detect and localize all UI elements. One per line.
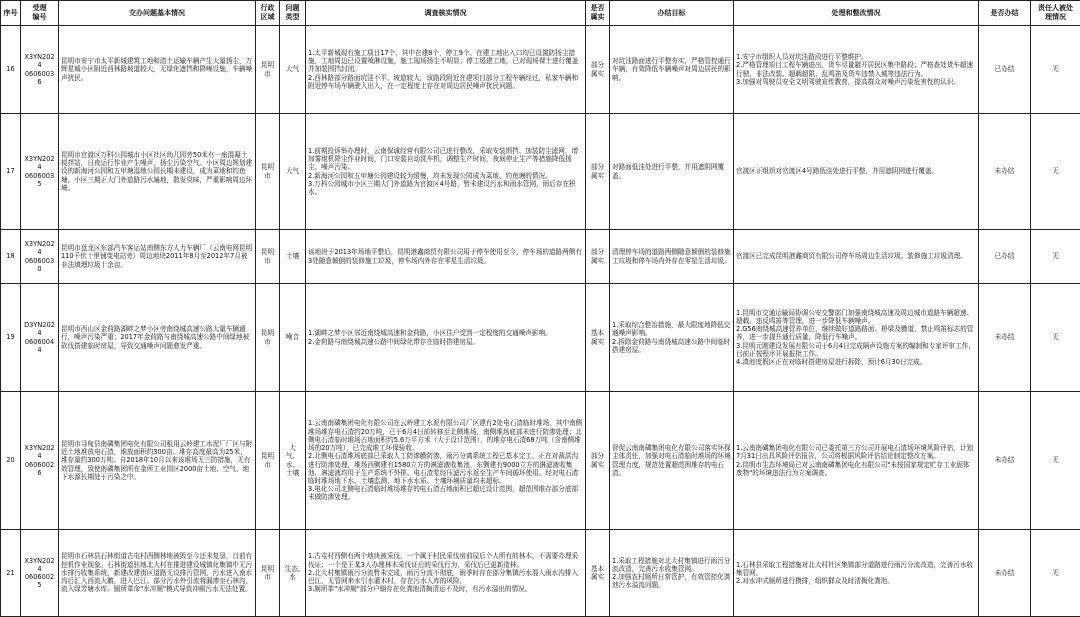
cell-district: 昆明 市	[256, 392, 280, 530]
cell-investigation: 1.前期投诉举办理时，云南保诚经营有限公司已进行整改，采取安装围挡、加装防尘滤网，增加雾炮机降尘作业时间，门口安装自动洗车机，调整生产时间，夜间停止生产等措施降低扬尘、噪声污染。 2.新海河公园和五甲塘公园建设较为缓慢，均未发现公园成为菜地、钓鱼塘的情况。 3.万科公园城市小区三期大门外道路为官渡区4号路，暂未建设污水和雨水管网，雨后存在积水。	[306, 114, 586, 230]
cell-district: 昆明 市	[256, 114, 280, 230]
cell-goal: 1.采取工程措施对北大村集镇进行雨污分流改造，完善污水收集管网。 2.加强农村厕所日常管护，有效管控化粪池污水溢流问题。	[610, 530, 734, 617]
cell-investigation: 该地块于2013年场地平整后，昆明港鑫商贸有限公司用于停车使用至今，停车场的道路两侧有3处随意倾倒的装修施工垃圾，停车场内外存在零星生活垃圾。	[306, 230, 586, 284]
cell-seq: 16	[1, 26, 21, 114]
cell-verified: 基本 属实	[586, 530, 610, 617]
cell-verified: 基本 属实	[586, 284, 610, 392]
cell-code: X3YN2024 06060036	[21, 26, 59, 114]
cell-code: X3YN2024 06060030	[21, 230, 59, 284]
cell-goal: 清理停车场的道路两侧随意倾倒的装修施工垃圾和停车场内外存在零星生活垃圾。	[610, 230, 734, 284]
cell-verified: 部分 属实	[586, 114, 610, 230]
cell-seq: 20	[1, 392, 21, 530]
cell-code: X3YN2024 06060026	[21, 392, 59, 530]
cell-type: 大气	[280, 26, 306, 114]
cell-type: 噪音	[280, 284, 306, 392]
cell-type: 土壤	[280, 230, 306, 284]
cell-issue: 昆明市石林县石林街道古屯村西侧林地被毁至今还未复垦，目前有挖机作业现象。石林街道驻地北大村在推进建设城镇化集镇中无污水排污收集系统，新建改建街区道路无设排污管网，污水进入南水沟后汇入西流大鹅，进入巴江。部分污水外引流将漏渗至石林沟，流入绿芳塘水库。厕所革命"水冲厕"模式导致冲厕污水无法处置。	[59, 530, 256, 617]
cell-district: 昆明 市	[256, 230, 280, 284]
header-verified: 是否 属实	[586, 1, 610, 26]
table-row	[1, 114, 1080, 230]
cell-verified: 部分 属实	[586, 392, 610, 530]
cell-verified: 部分 属实	[586, 26, 610, 114]
cell-accountability: 无	[1031, 26, 1080, 114]
cell-investigation: 1.古屯村西侧有两个地块被采伐，一个属于村民采伐房前屋后个人所有的林木，不需要办理采伐证；一个是王某3人办理林木采伐证后的采伐行为，采伐后已更新造林。 2.北大村集镇雨污分流暂未完成，雨污分流不彻底，雨季时存在部分集镇污水混入雨水沟排入巴江，无管网来水引水灌木村，存在污水入库的风险。 3.厕所革"水冲厕"部分户厕存在化粪池清掏清运不及时，有污水溢出的情况。	[306, 530, 586, 617]
header-district: 行政 区域	[256, 1, 280, 26]
cell-seq: 18	[1, 230, 21, 284]
cell-investigation: 1.太平新城现有施工项目17个，其中在建8个，停工9个。在建工地出入口均已设置防扬尘措施，工地周边已设置喷淋设施，施工现场扬尘不明显；停工缓建工地，已对现场裸土进行覆盖并加装围挡封闭。 2.西林路部分路面坑洼不平、坡道较大，该路段附近在建项目部分工程车辆经过，私家车辆和附近停车场车辆驶入出入，在一定程度上存在对周边居民噪声扰民问题。	[306, 26, 586, 114]
cell-code: X3YN2024 06060035	[21, 114, 59, 230]
cell-investigation: 1.云南南磷集团电化有限公司在云岭建工水泥有限公司厂区建有2处电石渣临时堆场，其中南侧堆场堆存电石渣约20万吨，已于6月4日前转移至北侧堆场，南侧堆场底部未进行防渗处理；北侧电石渣临时堆场占地面积约5.6万平方米（大于设计范围），的堆存电石渣68万吨（含南侧堆场的20万吨），已完成堆工环保验收。 2.北侧电石渣堆场底部已采取人工防渗膜防渗，雨污分离系统工程已基本完工，正在对裁洪沟进行防渗处理，堆场西侧建有1580立方的淋滤液收集池，东侧建有9000立方的淋滤液收集池，淋滤液均用于生产系统不外排。电石渣浆经压滤污水返至生产车间循环使用。经对电石渣临时堆场地下水、土壤监测，地下水水质、土壤环境质量均未超标。 3.电化公司北侧电石渣临时堆场堆存的电石渣占地面积已超过设计范围，超范围堆存部分底部未做防渗处理。	[306, 392, 586, 530]
cell-rectification: 1.安宁市组织人员对坑洼路段进行平整维护。 2.严格管理项目工程车辆进出，货车尽量避开居民区集中路段；严格查处货车超速行驶、非法改装、超载超限、乱鸣笛及货车违禁入城等违法行为。 3.加强对驾驶员安全文明驾驶宣传教育，提高群众对噪声污染危害性的认识。	[734, 26, 979, 114]
cell-verified: 部分 属实	[586, 230, 610, 284]
cell-issue: 昆明市西山区金荷路湖畔之梦小区旁南绕城高速公路大量车辆通行，噪声污染严重；2017年金荷路与南绕城高速公路中间绿地被砍伐搭建临时房屋，导致交通噪声问题愈发严重。	[59, 284, 256, 392]
cell-goal: 对路面低洼处进行平整，并用遮阴网覆盖。	[610, 114, 734, 230]
cell-seq: 19	[1, 284, 21, 392]
cell-district: 昆明 市	[256, 530, 280, 617]
cell-type: 大气	[280, 114, 306, 230]
header-goal: 办结目标	[610, 1, 734, 26]
cell-investigation: 1.湖畔之梦小区邻近南绕城高速和金荷路，小区住户受到一定程度的交通噪声影响。 2.金荷路与南绕城高速公路中间绿化带存在临时搭建房屋。	[306, 284, 586, 392]
cell-issue: 昆明市官渡区万科公园城市小区社区幼儿园旁50米有一座混凝土搅拌站，日夜运行作业产生噪声，扬尘污染空气。小区周边规划建设的新海河公园和五甲塘湿地公园长期未建设，成为菜地和钓鱼塘。小区三期正大门外道路污水遍地，散发臭味，严重影响周边环境。	[59, 114, 256, 230]
cell-accountability: 无	[1031, 114, 1080, 230]
cell-type: 大 气、水、 土壤	[280, 392, 306, 530]
cell-code: D3YN2024 06060044	[21, 284, 59, 392]
cell-code: X3YN2024 06060025	[21, 530, 59, 617]
header-row	[1, 1, 1080, 26]
cell-goal: 督促云南南磷集团电化有限公司落实环保主体责任，加强对电石渣临时堆场的环境管理力度，规范处置超范围堆存的电石渣。	[610, 392, 734, 530]
table-row	[1, 284, 1080, 392]
header-type: 问题 类型	[280, 1, 306, 26]
header-closed: 是否办结	[979, 1, 1031, 26]
cell-rectification: 1.云南南磷集团电化有限公司已委托第三方公司开展电石渣场环境风险评估，计划7月31日出具风险评估报告，公司将根据风险评估结论制定整改方案。 2.昆明市生态环境局已对云南南磷集团电化有限公司"未按国家规定贮存工业固体废物"的环境违法行为立案调查。	[734, 392, 979, 530]
cell-issue: 昆明市寻甸县南磷集团电化有限公司租用云岭建工水泥厂厂区与附近土地堆放电石渣，堆放面积约300亩、堆存高度最高为25米，堆存量约300万吨。自2018年10月以来该堆场无三防措施，无有效管理，致使南磷集团所在金所工业园区2000亩土地、空气、地下水源长期处于污染之中。	[59, 392, 256, 530]
cell-rectification: 1.昆明市交通运输局协调公安交警部门加强南绕城高速及周边城市道路车辆超速、超载、违反鸣笛等管理，进一步降低车辆噪声。 2.G56南绕城高速管养单位，继续做好道路路面、桥梁及膜道、禁止鸣笛标志的管养，进一步提升通行质量，降低行车噪声。 3.昆明元刚建设发展有限公司于6月4日完成隔声设施方案的编制和专家评审工作，目前正按程序开展报批工作。 4.滇池度假区正在对临时搭建房屋进行拆除，预计6月30日完成。	[734, 284, 979, 392]
header-investigation: 调查核实情况	[306, 1, 586, 26]
table-row	[1, 26, 1080, 114]
cell-type: 生态,水	[280, 530, 306, 617]
table-row	[1, 392, 1080, 530]
cell-rectification: 官渡区已完成昆明港鑫商贸有限公司停车场周边生活垃圾、装修施工垃圾清理。	[734, 230, 979, 284]
header-code: 受理 编号	[21, 1, 59, 26]
cell-closed: 未办结	[979, 392, 1031, 530]
cell-rectification: 1.石林县采取工程措施对北大村社区集镇部分道路进行雨污分流改造，完善污水收集管网。 2.对水冲式厕所进行摸排，组织群众及时清掏化粪池。	[734, 530, 979, 617]
cell-closed: 已办结	[979, 230, 1031, 284]
cell-closed: 未办结	[979, 284, 1031, 392]
cell-accountability: 无	[1031, 392, 1080, 530]
cell-accountability: 无	[1031, 530, 1080, 617]
table-row	[1, 230, 1080, 284]
cell-goal: 1.采取综合整治措施，最大限度地降低交通噪声影响。 2.拆除金荷路与南绕城高速公路中间临时搭建房屋。	[610, 284, 734, 392]
cell-goal: 对坑洼路面进行平整夯实，严格管控通行车辆，有效降低车辆噪声对周边居民的影响。	[610, 26, 734, 114]
cell-rectification: 官渡区正组织对官渡区4号路低洼处进行平整，并用遮阴网进行覆盖。	[734, 114, 979, 230]
table-row	[1, 530, 1080, 617]
cell-issue: 昆明市安宁市太平新城建筑工地和渣土运输车辆产生大量扬尘，万辉星城小区附近西林路坡道较大，无绿化遮挡和降噪设施，车辆噪声扰民。	[59, 26, 256, 114]
cell-accountability: 无	[1031, 230, 1080, 284]
cell-issue: 昆明市盘龙区东部汽车客运站南侧东方人力车辆厂（云南电网昆明110千伏十里铺变电站旁）周边地块2011年8月至2012年7月被非法填埋垃圾十余亩。	[59, 230, 256, 284]
header-accountability: 责任人被处 理情况	[1031, 1, 1080, 26]
cell-closed: 已办结	[979, 26, 1031, 114]
header-seq: 序号	[1, 1, 21, 26]
cell-accountability: 无	[1031, 284, 1080, 392]
cell-seq: 21	[1, 530, 21, 617]
header-issue: 交办问题基本情况	[59, 1, 256, 26]
header-rectification: 处理和整改情况	[734, 1, 979, 26]
cell-district: 昆明 市	[256, 284, 280, 392]
cell-closed: 未办结	[979, 114, 1031, 230]
cell-district: 昆明 市	[256, 26, 280, 114]
cell-closed: 未办结	[979, 530, 1031, 617]
cell-seq: 17	[1, 114, 21, 230]
